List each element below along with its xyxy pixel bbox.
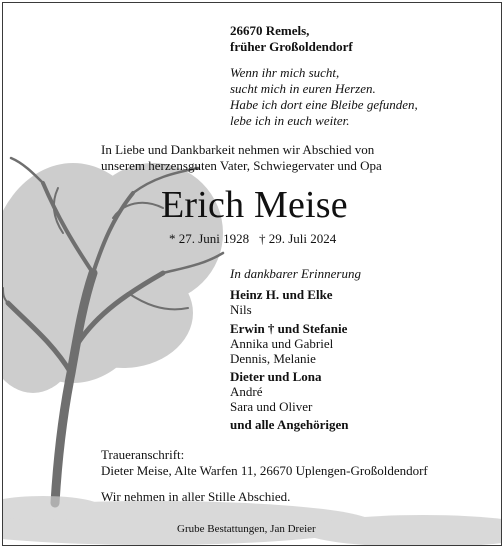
mourner-main: Erwin † und Stefanie bbox=[230, 321, 348, 336]
mourner-member: Annika und Gabriel bbox=[230, 336, 334, 351]
obituary-card bbox=[2, 2, 502, 546]
poem-line: Habe ich dort eine Bleibe gefunden, bbox=[230, 97, 418, 112]
deceased-name: Erich Meise bbox=[161, 184, 348, 226]
death-date: † 29. Juli 2024 bbox=[259, 231, 337, 246]
mourner-member: André bbox=[230, 384, 263, 399]
mourners-heading: In dankbarer Erinnerung bbox=[230, 266, 361, 281]
poem-line: lebe ich in euch weiter. bbox=[230, 113, 350, 128]
poem-line: sucht mich in euren Herzen. bbox=[230, 81, 376, 96]
funeral-home-footer: Grube Bestattungen, Jan Dreier bbox=[177, 523, 316, 535]
former-location-line: früher Großoldendorf bbox=[230, 39, 353, 54]
mourners-closing: und alle Angehörigen bbox=[230, 417, 349, 432]
intro-line: unserem herzensguten Vater, Schwiegervater und Opa bbox=[101, 158, 382, 173]
intro-line: In Liebe und Dankbarkeit nehmen wir Abschied von bbox=[101, 142, 375, 157]
address-label: Traueranschrift: bbox=[101, 447, 185, 462]
mourner-main: Heinz H. und Elke bbox=[230, 287, 333, 302]
poem-line: Wenn ihr mich sucht, bbox=[230, 65, 340, 80]
location-line: 26670 Remels, bbox=[230, 23, 310, 38]
mourner-member: Nils bbox=[230, 302, 252, 317]
farewell-line: Wir nehmen in aller Stille Abschied. bbox=[101, 489, 291, 504]
address-value: Dieter Meise, Alte Warfen 11, 26670 Uplengen-Großoldendorf bbox=[101, 463, 428, 478]
mourner-member: Sara und Oliver bbox=[230, 399, 313, 414]
birth-date: * 27. Juni 1928 bbox=[169, 231, 250, 246]
mourner-main: Dieter und Lona bbox=[230, 369, 322, 384]
mourner-member: Dennis, Melanie bbox=[230, 351, 316, 366]
